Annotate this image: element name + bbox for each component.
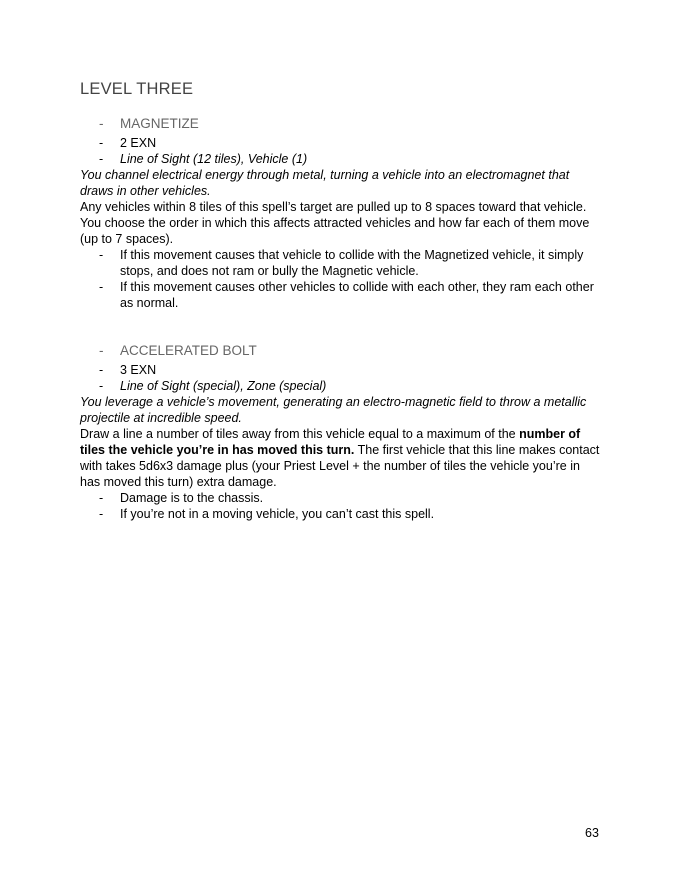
spell-bullet	[80, 247, 602, 279]
dash-marker: -	[99, 491, 104, 505]
spell-range: Line of Sight (special), Zone (special)	[120, 379, 327, 393]
desc-text: Draw a line a number of tiles away from this vehicle equal to a maximum of the	[80, 427, 520, 441]
spell-description	[80, 426, 602, 490]
spell-cost-row	[80, 362, 602, 378]
spell-magnetize	[80, 116, 602, 311]
dash-marker: -	[99, 248, 104, 262]
bullet-text: If you’re not in a moving vehicle, you can’t cast this spell.	[120, 507, 435, 521]
spell-bullet	[80, 279, 602, 311]
dash-marker: -	[99, 116, 104, 131]
spell-range-row	[80, 151, 602, 167]
spell-name: MAGNETIZE	[120, 116, 199, 131]
bullet-text: If this movement causes other vehicles to collide with each other, they ram each other as normal.	[120, 280, 594, 310]
dash-marker: -	[99, 343, 104, 358]
spell-range: Line of Sight (12 tiles), Vehicle (1)	[120, 152, 308, 166]
spell-flavor: You leverage a vehicle’s movement, generating an electro-magnetic field to throw a metallic projectile at incredible speed.	[80, 395, 587, 425]
dash-marker: -	[99, 280, 104, 294]
dash-marker: -	[99, 363, 104, 377]
bullet-text: Damage is to the chassis.	[120, 491, 264, 505]
spell-description: Any vehicles within 8 tiles of this spell’s target are pulled up to 8 spaces toward that vehicle. You choose the order in which this affects attracted vehicles and how far each of them move (up to 7 spaces).	[80, 200, 590, 246]
spell-bullet	[80, 490, 602, 506]
spell-cost-row	[80, 135, 602, 151]
spell-cost: 3 EXN	[120, 363, 157, 377]
dash-marker: -	[99, 152, 104, 166]
spell-bullet	[80, 506, 602, 522]
dash-marker: -	[99, 136, 104, 150]
section-heading: LEVEL THREE	[80, 80, 194, 98]
spell-name: ACCELERATED BOLT	[120, 343, 257, 358]
spell-name-row	[80, 116, 602, 135]
spell-name-row	[80, 343, 602, 362]
bullet-text: If this movement causes that vehicle to collide with the Magnetized vehicle, it simply stops, and does not ram or bully the Magnetic vehicle.	[120, 248, 584, 278]
desc-emphasis: number of tiles the vehicle you’re in has moved this turn.	[80, 427, 581, 457]
spell-accelerated-bolt	[80, 343, 602, 522]
spell-cost: 2 EXN	[120, 136, 157, 150]
dash-marker: -	[99, 379, 104, 393]
spell-range-row	[80, 378, 602, 394]
desc-text: The first vehicle that this line makes contact with takes 5d6x3 damage plus (your Priest Level + the number of tiles the vehicle you’re in has moved this turn) extra damage.	[80, 443, 600, 489]
dash-marker: -	[99, 507, 104, 521]
page-number: 63	[585, 826, 599, 840]
spell-flavor: You channel electrical energy through metal, turning a vehicle into an electromagnet that draws in other vehicles.	[80, 168, 570, 198]
